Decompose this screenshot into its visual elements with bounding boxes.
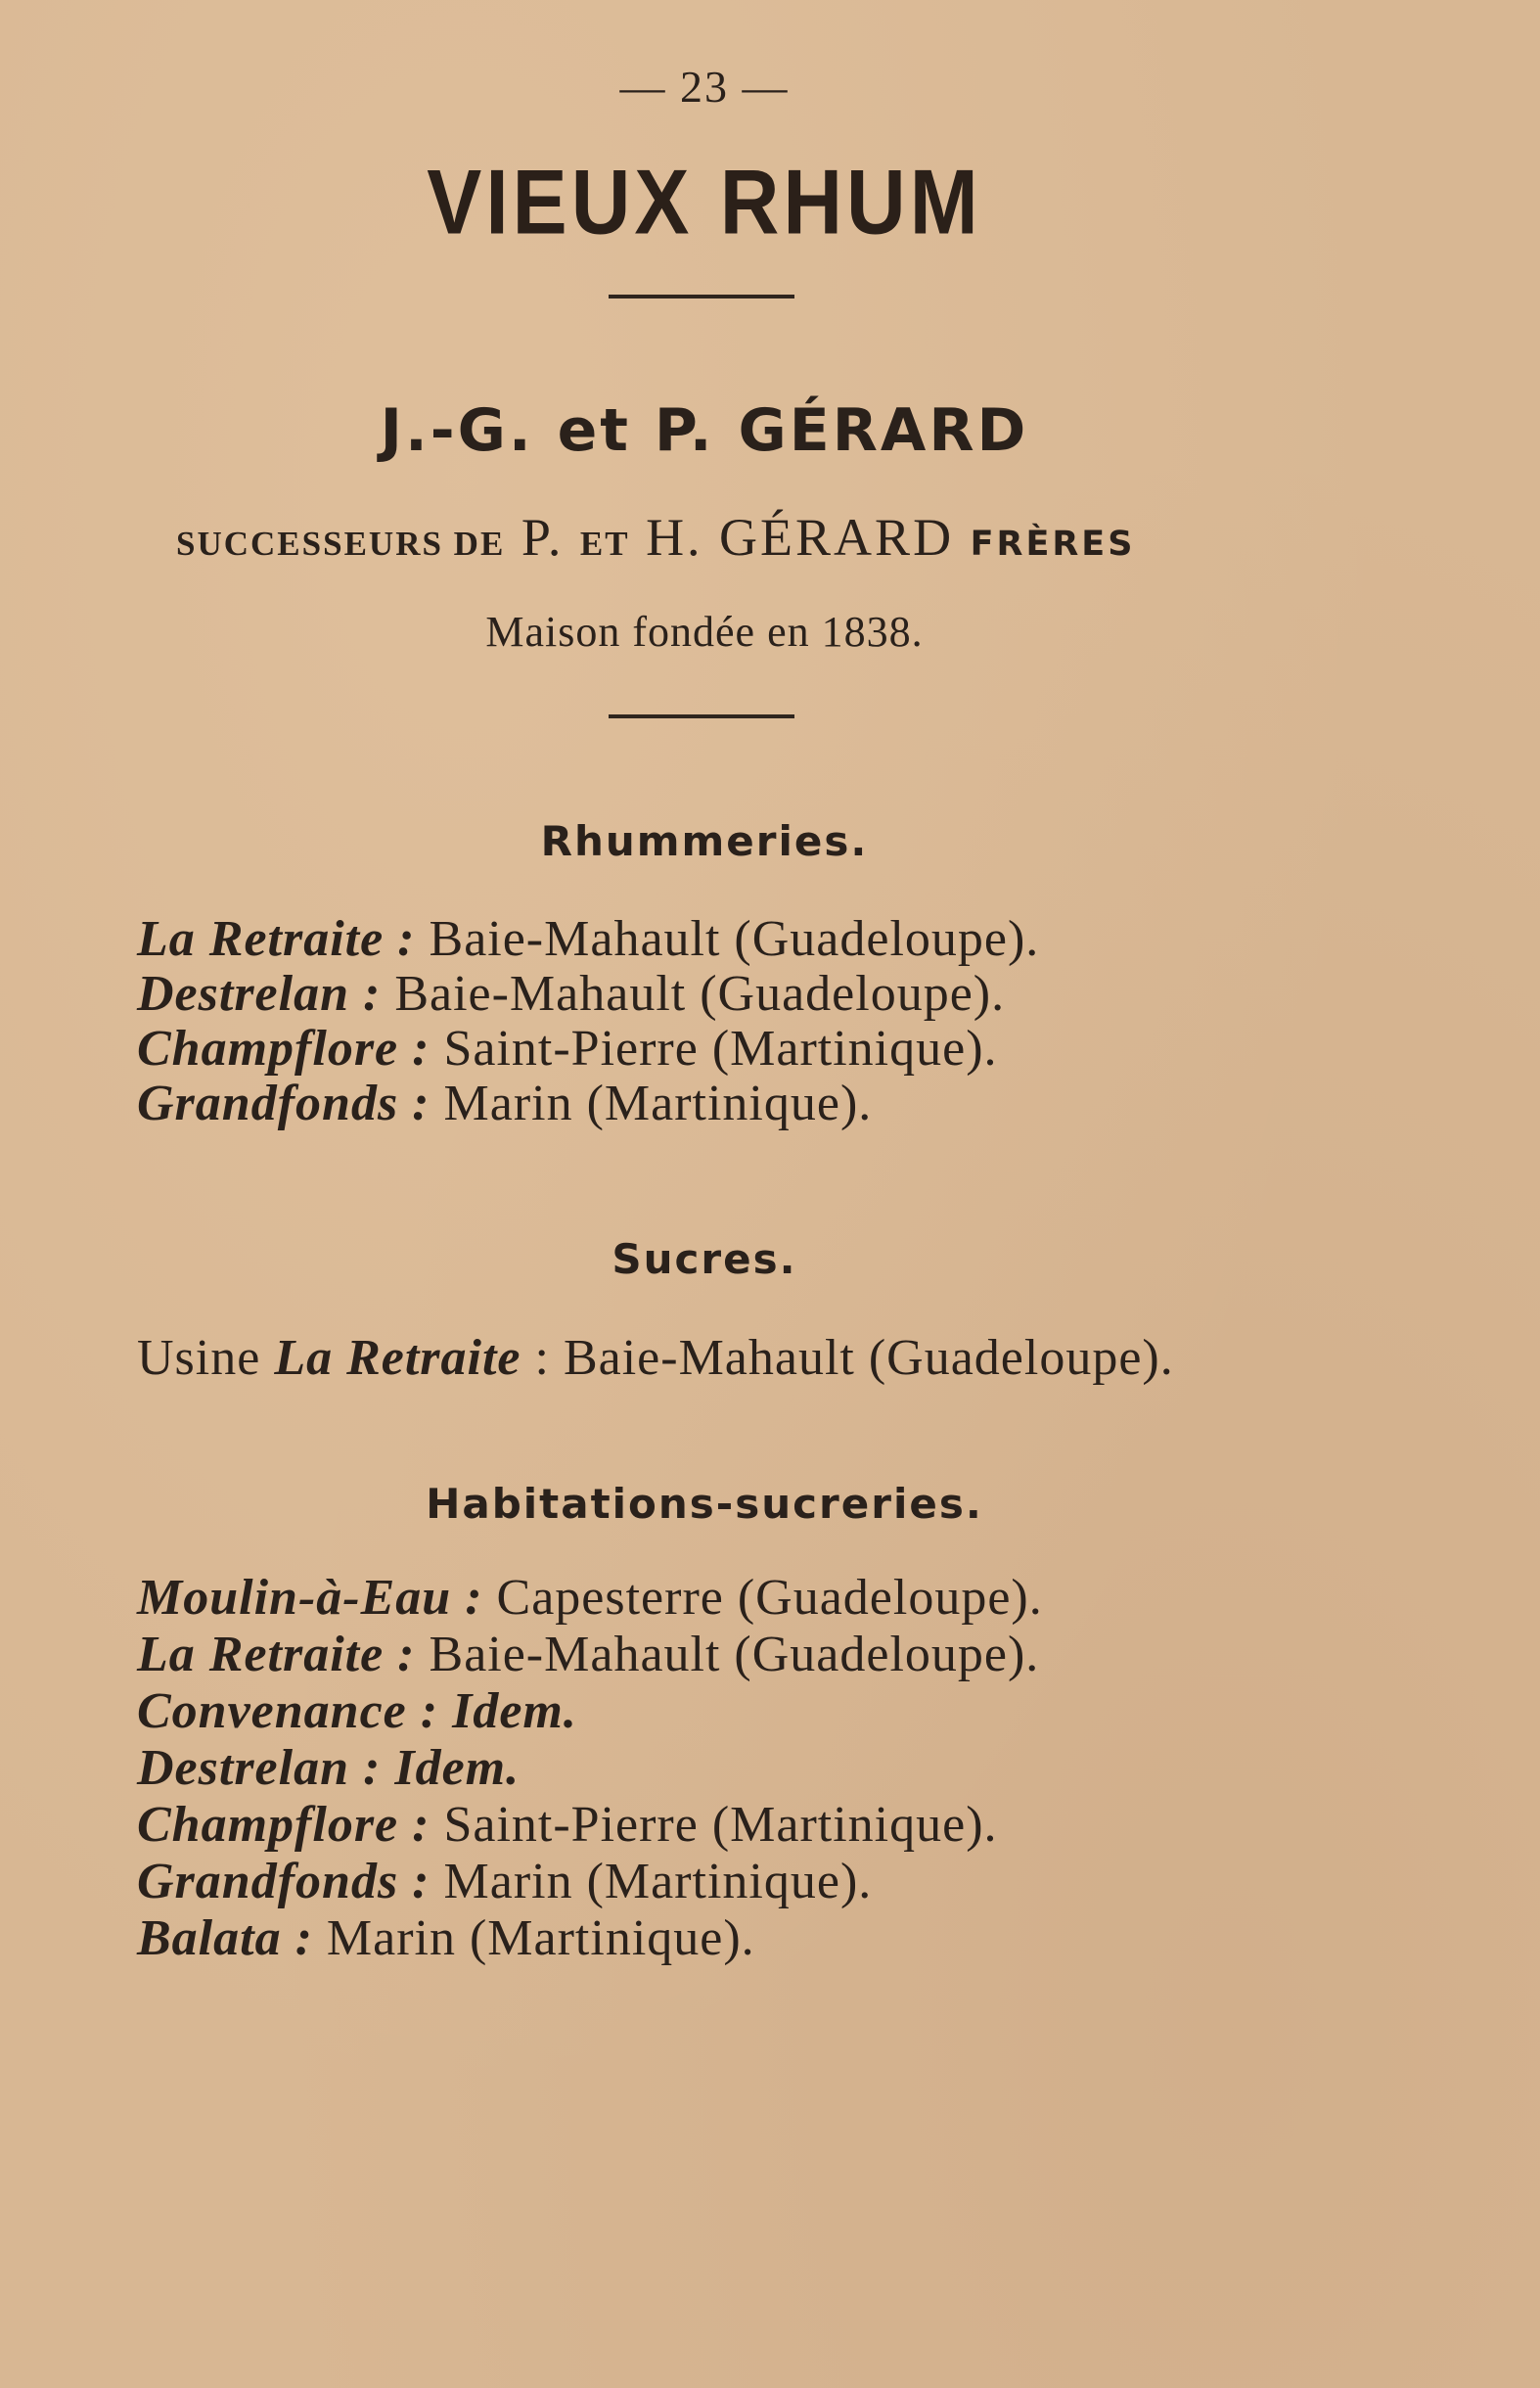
list-item — [137, 1627, 1043, 1683]
list-item — [137, 1910, 1043, 1967]
usine-name: La Retraite — [274, 1330, 521, 1386]
usine-line — [137, 1331, 1174, 1386]
estate-place: Baie-Mahault (Guadeloupe). — [394, 966, 1006, 1022]
divider-rule — [609, 714, 794, 718]
divider-rule — [609, 295, 794, 298]
estate-place: Saint-Pierre (Martinique). — [443, 1797, 998, 1853]
successors-conjunction: ET — [579, 525, 630, 563]
estate-place: Saint-Pierre (Martinique). — [443, 1021, 998, 1077]
usine-place: : Baie-Mahault (Guadeloupe). — [534, 1330, 1174, 1386]
estate-name: Grandfonds : — [137, 1076, 430, 1131]
section-title-sucres: Sucres. — [611, 1235, 797, 1283]
estate-name: Champflore : — [137, 1021, 430, 1077]
list-item — [137, 1022, 1039, 1077]
list-item — [137, 912, 1039, 967]
estate-place: Baie-Mahault (Guadeloupe). — [429, 1627, 1040, 1682]
estate-name: Destrelan : — [137, 966, 382, 1022]
estate-place: Capesterre (Guadeloupe). — [496, 1570, 1043, 1626]
estate-name: La Retraite : — [137, 1627, 416, 1682]
section-title-habitations: Habitations-sucreries. — [426, 1480, 983, 1528]
estate-name: Destrelan : — [137, 1740, 382, 1796]
estate-name: La Retraite : — [137, 911, 416, 967]
list-item — [137, 1854, 1043, 1910]
successors-line — [176, 507, 1135, 568]
list-item — [137, 1797, 1043, 1854]
section-title-rhummeries: Rhummeries. — [540, 817, 869, 865]
list-item — [137, 1740, 1043, 1797]
estate-place: Baie-Mahault (Guadeloupe). — [429, 911, 1040, 967]
habitations-list — [137, 1570, 1043, 1967]
estate-name: Grandfonds : — [137, 1854, 430, 1909]
estate-name: Convenance : — [137, 1683, 439, 1739]
list-item — [137, 1570, 1043, 1627]
estate-place: Idem. — [394, 1740, 521, 1796]
page-number: — 23 — — [619, 62, 790, 112]
estate-place: Marin (Martinique). — [326, 1910, 755, 1966]
founded-line: Maison fondée en 1838. — [485, 608, 924, 656]
list-item — [137, 1077, 1039, 1131]
successors-prefix: SUCCESSEURS DE — [176, 525, 506, 563]
list-item — [137, 967, 1039, 1022]
successors-gerard: H. GÉRARD — [646, 508, 955, 567]
firm-name: J.-G. et P. GÉRARD — [380, 396, 1029, 465]
estate-name: Balata : — [137, 1910, 313, 1966]
successors-freres: FRÈRES — [970, 525, 1136, 564]
usine-prefix: Usine — [137, 1330, 261, 1386]
estate-place: Idem. — [452, 1683, 577, 1739]
successors-initial-p: P. — [521, 508, 565, 567]
list-item — [137, 1683, 1043, 1740]
rhummeries-list — [137, 912, 1039, 1131]
estate-place: Marin (Martinique). — [443, 1854, 873, 1909]
page-title: VIEUX RHUM — [427, 150, 982, 253]
estate-place: Marin (Martinique). — [443, 1076, 873, 1131]
estate-name: Moulin-à-Eau : — [137, 1570, 483, 1626]
estate-name: Champflore : — [137, 1797, 430, 1853]
